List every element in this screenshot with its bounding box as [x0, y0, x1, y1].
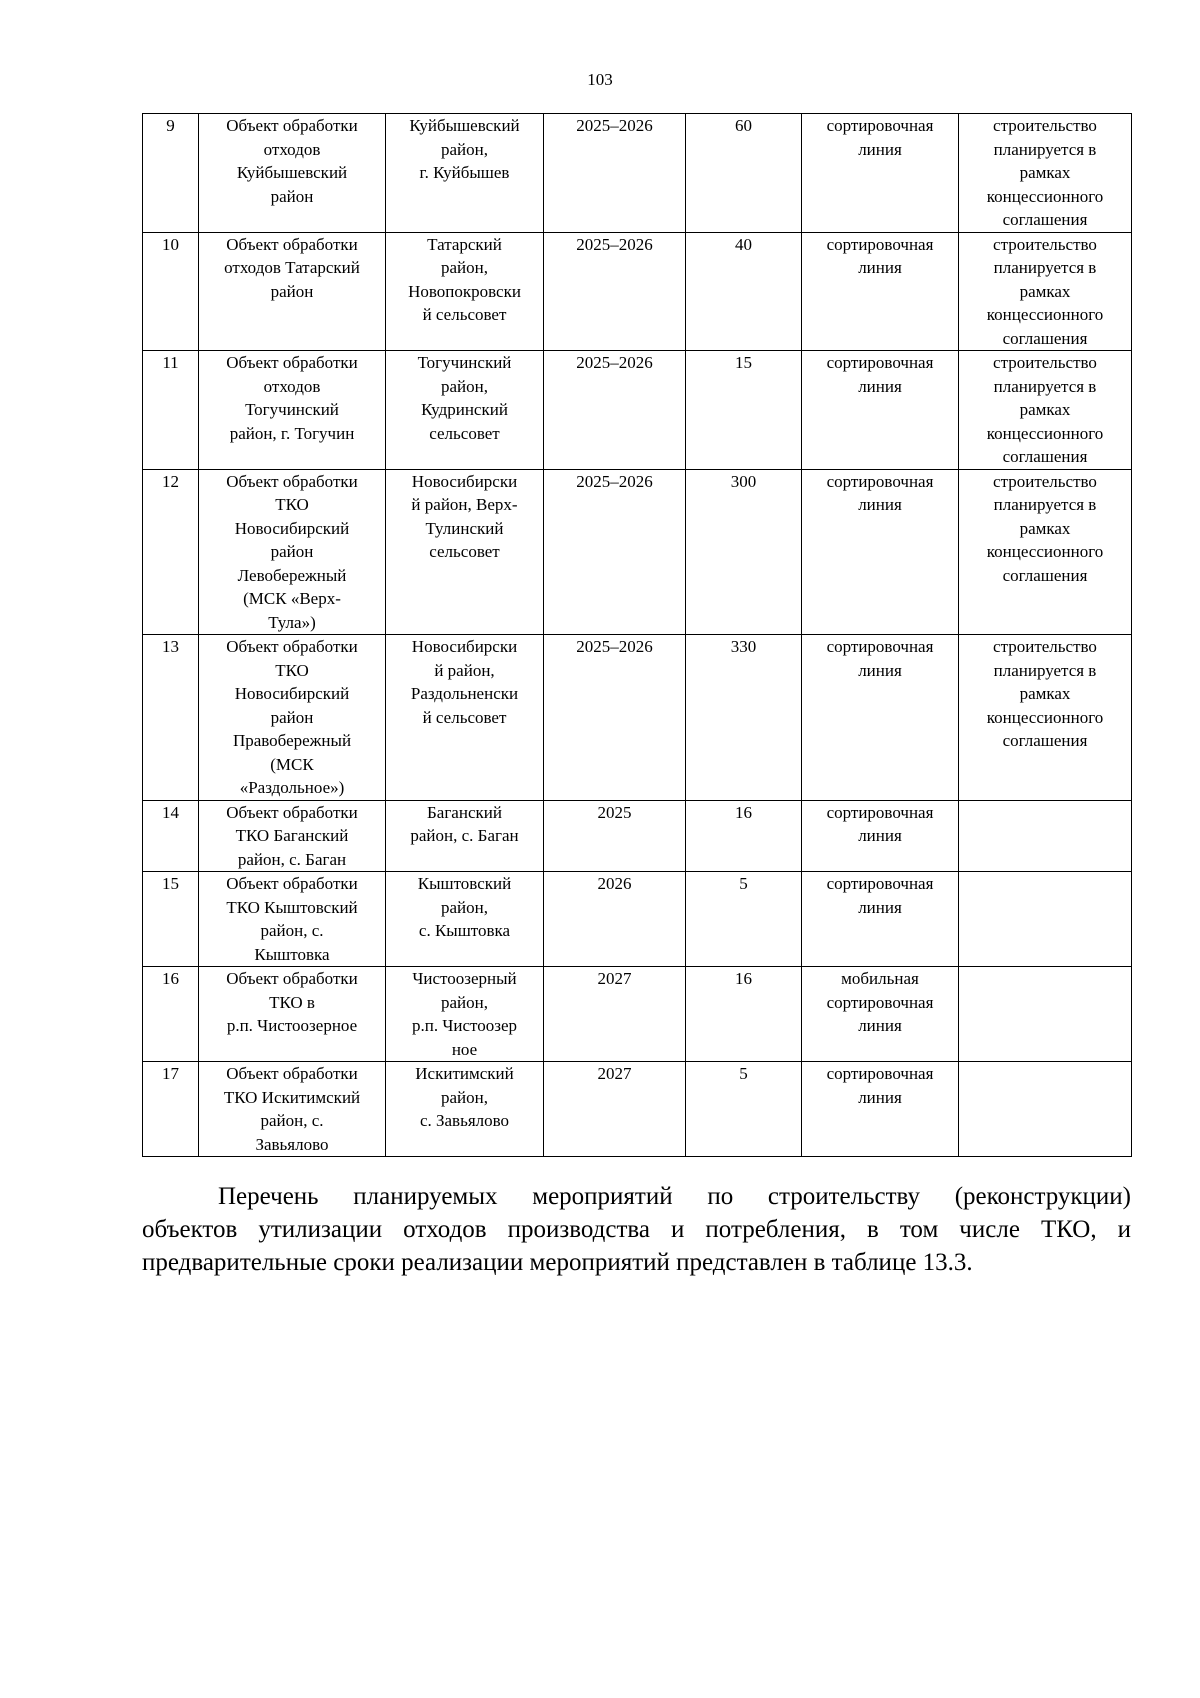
cell-line: Чистоозерный — [412, 969, 517, 988]
cell-line: концессионного — [986, 423, 1104, 443]
period-cell — [544, 967, 686, 1062]
cell-line: Татарский — [427, 234, 502, 254]
cell-value: 2026 — [597, 874, 632, 893]
cell-line: й район, — [434, 660, 495, 680]
note-cell — [959, 1062, 1132, 1157]
location-cell — [386, 469, 544, 635]
cell-line: Объект обработки — [226, 802, 358, 822]
cell-line: й сельсовет — [422, 707, 507, 727]
cell-value: 10 — [162, 234, 179, 254]
cell-line: Новопокровски — [408, 281, 521, 301]
cell-value: 2027 — [597, 969, 632, 988]
cell-line: линия — [858, 660, 902, 680]
period-cell — [544, 800, 686, 872]
cell-line: соглашения — [1002, 731, 1088, 750]
cell-line: с. Завьялово — [419, 1111, 510, 1130]
cell-line: р.п. Чистоозерное — [226, 1016, 358, 1035]
cell-line: район, с. Баган — [410, 826, 519, 845]
cell-value: 15 — [735, 353, 752, 372]
cell-value: 17 — [162, 1064, 179, 1083]
cell-line: Объект обработки — [226, 637, 358, 656]
cell-line: (МСК — [270, 754, 314, 774]
paragraph-line: предварительные сроки реализации мероприятий представлен в таблице 13.3. — [142, 1249, 973, 1276]
cell-line: линия — [858, 826, 902, 845]
row-number-cell — [143, 635, 199, 801]
cell-line: й район, Верх- — [411, 495, 518, 514]
cell-line: район, с. — [260, 1111, 324, 1130]
cell-line: ТКО Кыштовский — [226, 897, 358, 917]
cell-line: соглашения — [1002, 447, 1088, 466]
cell-line: планируется в — [993, 495, 1097, 514]
cell-line: Кыштовский — [417, 874, 512, 893]
cell-value: 14 — [162, 802, 179, 822]
cell-line: Тулинский — [425, 518, 504, 538]
cell-line: линия — [858, 376, 902, 396]
cell-line: Тогучинский — [417, 353, 512, 372]
equipment-type-cell — [802, 800, 959, 872]
cell-line: концессионного — [986, 542, 1104, 561]
cell-line: рамках — [1019, 281, 1071, 301]
cell-line: район — [270, 542, 314, 561]
cell-line: строительство — [993, 353, 1097, 372]
equipment-type-cell — [802, 872, 959, 967]
object-name-cell — [199, 967, 386, 1062]
capacity-cell — [686, 114, 802, 233]
cell-line: район — [270, 186, 314, 206]
cell-line: район — [270, 281, 314, 301]
note-cell — [959, 872, 1132, 967]
object-name-cell — [199, 800, 386, 872]
page-number: 103 — [587, 70, 613, 89]
object-name-cell — [199, 1062, 386, 1157]
cell-line: сортировочная — [826, 234, 934, 254]
table-row — [143, 232, 1132, 351]
cell-line: концессионного — [986, 707, 1104, 727]
cell-line: Объект обработки — [226, 234, 358, 254]
location-cell — [386, 114, 544, 233]
cell-line: сельсовет — [429, 542, 500, 561]
table-row — [143, 1062, 1132, 1157]
cell-line: й сельсовет — [422, 305, 507, 324]
cell-line: сельсовет — [429, 423, 500, 443]
cell-line: Тогучинский — [245, 400, 339, 419]
equipment-type-cell — [802, 967, 959, 1062]
cell-line: Куйбышевский — [236, 163, 348, 182]
period-cell — [544, 232, 686, 351]
cell-value: 15 — [162, 874, 179, 893]
cell-line: соглашения — [1002, 328, 1088, 348]
cell-line: ТКО — [275, 660, 309, 680]
location-cell — [386, 351, 544, 470]
cell-line: Новосибирски — [411, 637, 518, 656]
object-name-cell — [199, 351, 386, 470]
facilities-table — [142, 113, 1132, 1157]
row-number-cell — [143, 967, 199, 1062]
cell-value: 300 — [730, 471, 757, 491]
cell-line: Баганский — [427, 802, 502, 822]
location-cell — [386, 1062, 544, 1157]
location-cell — [386, 232, 544, 351]
row-number-cell — [143, 469, 199, 635]
cell-line: Раздольненски — [410, 684, 519, 703]
cell-line: сортировочная — [826, 992, 934, 1012]
table-row — [143, 114, 1132, 233]
equipment-type-cell — [802, 1062, 959, 1157]
cell-line: район, — [441, 258, 488, 277]
cell-line: район — [270, 707, 314, 727]
cell-line: Завьялово — [255, 1134, 329, 1154]
cell-value: 11 — [162, 353, 179, 372]
table-row — [143, 872, 1132, 967]
cell-line: Кыштовка — [254, 944, 330, 964]
cell-value: 16 — [735, 969, 752, 988]
cell-line: Объект обработки — [226, 874, 358, 893]
cell-line: Объект обработки — [226, 471, 358, 491]
period-cell — [544, 1062, 686, 1157]
cell-line: район, с. Баган — [237, 849, 347, 869]
cell-line: строительство — [993, 637, 1097, 656]
cell-value: 13 — [162, 637, 179, 656]
object-name-cell — [199, 872, 386, 967]
cell-value: 2025–2026 — [576, 353, 653, 372]
cell-value: 9 — [166, 116, 175, 135]
equipment-type-cell — [802, 351, 959, 470]
capacity-cell — [686, 1062, 802, 1157]
cell-line: сортировочная — [826, 471, 934, 491]
note-cell — [959, 635, 1132, 801]
table-row — [143, 469, 1132, 635]
table-body — [143, 114, 1132, 1157]
cell-line: Объект обработки — [226, 353, 358, 372]
cell-line: сортировочная — [826, 116, 934, 135]
location-cell — [386, 872, 544, 967]
cell-line: концессионного — [986, 186, 1104, 206]
cell-line: район, — [441, 1087, 488, 1107]
cell-line: планируется в — [993, 660, 1097, 680]
table-row — [143, 967, 1132, 1062]
cell-line: сортировочная — [826, 353, 934, 372]
capacity-cell — [686, 635, 802, 801]
cell-line: ТКО — [275, 495, 309, 514]
cell-line: линия — [858, 897, 902, 917]
period-cell — [544, 351, 686, 470]
note-cell — [959, 232, 1132, 351]
cell-line: отходов — [263, 139, 321, 159]
period-cell — [544, 635, 686, 801]
cell-line: Искитимский — [415, 1064, 514, 1083]
body-paragraph — [142, 1180, 1131, 1279]
paragraph-line: объектов утилизации отходов производства и потребления, в том числе ТКО, и — [142, 1216, 1131, 1243]
cell-line: (МСК «Верх- — [243, 589, 341, 608]
row-number-cell — [143, 872, 199, 967]
cell-line: Новосибирски — [411, 471, 518, 491]
cell-line: с. Кыштовка — [418, 921, 511, 940]
cell-line: линия — [858, 258, 902, 277]
cell-value: 2025–2026 — [576, 637, 653, 656]
cell-line: сортировочная — [826, 637, 934, 656]
cell-line: строительство — [993, 234, 1097, 254]
cell-line: рамках — [1019, 163, 1071, 182]
row-number-cell — [143, 232, 199, 351]
cell-line: линия — [858, 1016, 902, 1035]
cell-line: р.п. Чистоозер — [411, 1016, 517, 1035]
cell-value: 40 — [735, 234, 752, 254]
cell-line: Новосибирский — [234, 684, 350, 703]
cell-line: район, с. — [260, 921, 324, 940]
cell-line: рамках — [1019, 684, 1071, 703]
cell-line: район, — [441, 376, 488, 396]
cell-line: Объект обработки — [226, 1064, 358, 1083]
cell-value: 2025–2026 — [576, 234, 653, 254]
cell-value: 2025–2026 — [576, 471, 653, 491]
cell-line: строительство — [993, 116, 1097, 135]
cell-value: 60 — [735, 116, 752, 135]
cell-line: планируется в — [993, 258, 1097, 277]
cell-value: 2025–2026 — [576, 116, 653, 135]
cell-line: отходов — [263, 376, 321, 396]
location-cell — [386, 967, 544, 1062]
period-cell — [544, 469, 686, 635]
cell-value: 5 — [739, 874, 748, 893]
cell-line: район, г. Тогучин — [229, 423, 355, 443]
cell-value: 16 — [162, 969, 179, 988]
cell-line: Объект обработки — [226, 116, 358, 135]
cell-value: 330 — [730, 637, 757, 656]
cell-line: Тула») — [268, 612, 316, 632]
note-cell — [959, 469, 1132, 635]
table-row — [143, 351, 1132, 470]
cell-line: «Раздольное») — [239, 778, 345, 797]
table-row — [143, 635, 1132, 801]
cell-line: район, — [441, 139, 488, 159]
row-number-cell — [143, 1062, 199, 1157]
cell-line: ное — [451, 1039, 478, 1059]
cell-line: концессионного — [986, 305, 1104, 324]
location-cell — [386, 635, 544, 801]
cell-line: ТКО в — [269, 992, 315, 1012]
cell-line: линия — [858, 139, 902, 159]
capacity-cell — [686, 800, 802, 872]
cell-line: строительство — [993, 471, 1097, 491]
note-cell — [959, 967, 1132, 1062]
cell-line: ТКО Баганский — [235, 826, 349, 845]
period-cell — [544, 872, 686, 967]
row-number-cell — [143, 800, 199, 872]
cell-value: 2025 — [597, 802, 632, 822]
cell-line: район, — [441, 992, 488, 1012]
cell-line: сортировочная — [826, 1064, 934, 1083]
capacity-cell — [686, 469, 802, 635]
note-cell — [959, 800, 1132, 872]
cell-value: 12 — [162, 471, 179, 491]
note-cell — [959, 114, 1132, 233]
object-name-cell — [199, 232, 386, 351]
cell-line: линия — [858, 495, 902, 514]
cell-line: Левобережный — [237, 565, 347, 585]
cell-line: рамках — [1019, 400, 1071, 419]
equipment-type-cell — [802, 114, 959, 233]
cell-line: сортировочная — [826, 802, 934, 822]
object-name-cell — [199, 469, 386, 635]
cell-line: рамках — [1019, 518, 1071, 538]
row-number-cell — [143, 114, 199, 233]
capacity-cell — [686, 232, 802, 351]
cell-line: район, — [441, 897, 488, 917]
cell-line: планируется в — [993, 376, 1097, 396]
paragraph-line: Перечень планируемых мероприятий по строительству (реконструкции) — [218, 1183, 1131, 1210]
cell-value: 5 — [739, 1064, 748, 1083]
table-row — [143, 800, 1132, 872]
note-cell — [959, 351, 1132, 470]
capacity-cell — [686, 351, 802, 470]
cell-line: соглашения — [1002, 565, 1088, 585]
cell-line: Объект обработки — [226, 969, 358, 988]
row-number-cell — [143, 351, 199, 470]
cell-line: соглашения — [1002, 210, 1088, 229]
cell-line: сортировочная — [826, 874, 934, 893]
equipment-type-cell — [802, 635, 959, 801]
cell-value: 2027 — [597, 1064, 632, 1083]
period-cell — [544, 114, 686, 233]
equipment-type-cell — [802, 469, 959, 635]
cell-line: планируется в — [993, 139, 1097, 159]
capacity-cell — [686, 872, 802, 967]
cell-line: линия — [858, 1087, 902, 1107]
cell-line: отходов Татарский — [224, 258, 360, 277]
equipment-type-cell — [802, 232, 959, 351]
location-cell — [386, 800, 544, 872]
cell-line: Новосибирский — [234, 518, 350, 538]
cell-line: мобильная — [841, 969, 919, 988]
object-name-cell — [199, 114, 386, 233]
cell-line: Кудринский — [421, 400, 508, 419]
cell-line: г. Куйбышев — [419, 163, 510, 182]
cell-line: ТКО Искитимский — [223, 1087, 361, 1107]
capacity-cell — [686, 967, 802, 1062]
cell-line: Правобережный — [232, 731, 352, 750]
cell-line: Куйбышевский — [409, 116, 520, 135]
object-name-cell — [199, 635, 386, 801]
cell-value: 16 — [735, 802, 752, 822]
